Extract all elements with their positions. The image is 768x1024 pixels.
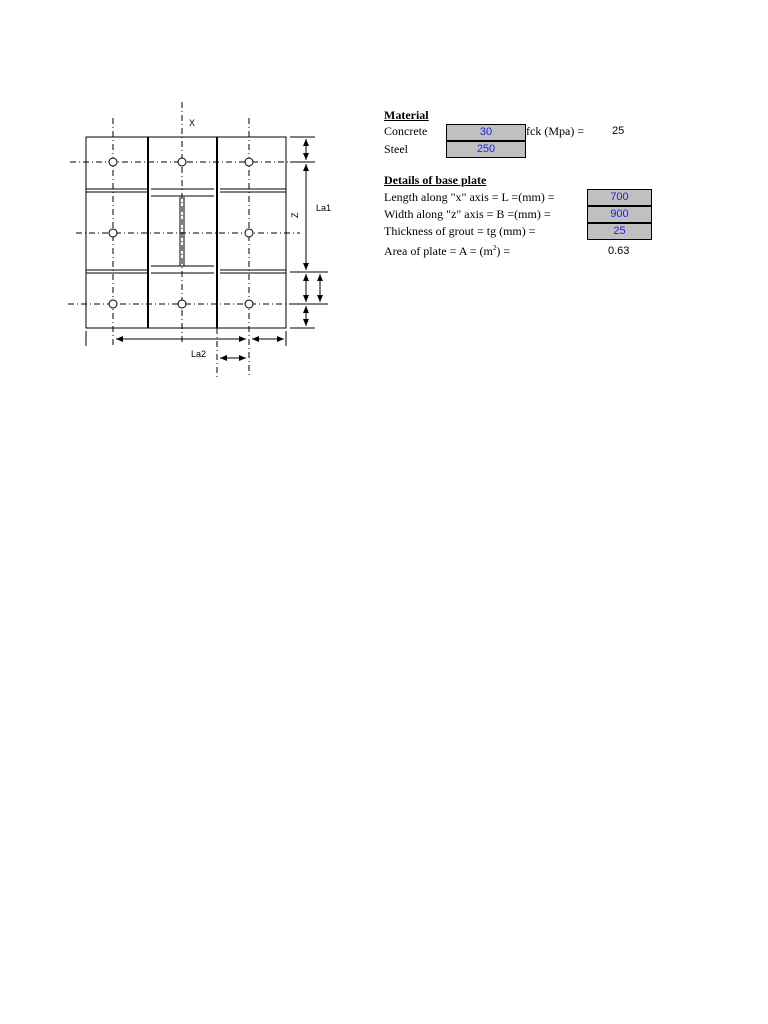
grout-thickness-cell[interactable]: 25 (587, 223, 652, 240)
fck-label: fck (Mpa) = (526, 124, 585, 138)
steel-grade-cell[interactable]: 250 (446, 141, 526, 158)
width-cell[interactable]: 900 (587, 206, 652, 223)
width-label: Width along "z" axis = B =(mm) = (384, 207, 551, 221)
dimension-la1-label: La1 (316, 203, 332, 213)
length-label: Length along "x" axis = L =(mm) = (384, 190, 555, 204)
grout-thickness-label: Thickness of grout = tg (mm) = (384, 224, 536, 238)
area-label: Area of plate = $A = (m^2)$ = (384, 244, 511, 258)
base-plate-drawing (0, 0, 340, 390)
material-heading: Material (384, 108, 429, 122)
axis-x-label: X (189, 118, 196, 128)
fck-value: 25 (612, 125, 625, 137)
steel-label: Steel (384, 142, 408, 156)
length-cell[interactable]: 700 (587, 189, 652, 206)
base-plate-heading: Details of base plate (384, 173, 487, 187)
dimension-la2-label: La2 (191, 349, 207, 359)
concrete-grade-cell[interactable]: 30 (446, 124, 526, 141)
axis-z-label: Z (290, 212, 300, 218)
area-value: 0.63 (608, 245, 630, 257)
concrete-label: Concrete (384, 124, 428, 138)
